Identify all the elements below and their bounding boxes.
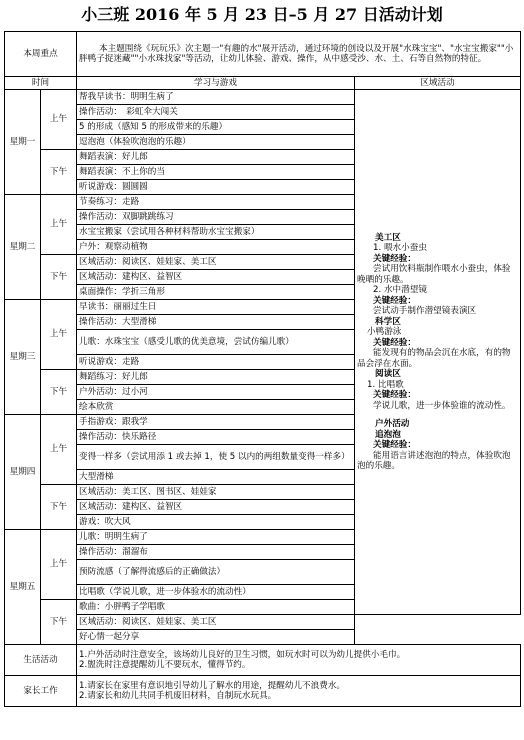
area-line: 科学区 xyxy=(375,316,401,327)
slot-label: 上午 xyxy=(41,300,77,370)
day-label: 星期二 xyxy=(5,195,41,300)
activity-item: 绘本欣赏 xyxy=(77,400,355,415)
schedule-row xyxy=(5,615,521,630)
parents-label: 家长工作 xyxy=(5,676,77,707)
activity-item: 大型滑梯 xyxy=(77,470,355,485)
area-line: 能发现有的物品会沉在水底，有的物品会浮在水面。 xyxy=(357,348,511,369)
area-line: 关键经验： xyxy=(373,253,416,264)
activity-item: 早读书：丽丽过生日 xyxy=(77,300,355,315)
activity-item: 5 的形成（感知 5 的形成带来的乐趣） xyxy=(77,120,355,135)
day-label: 星期四 xyxy=(5,415,41,530)
header-area: 区域活动 xyxy=(355,77,521,90)
area-line: 2. 水中潜望镜 xyxy=(373,285,427,295)
activity-item: 比唱歌（学说儿歌，进一步体验水的流动性） xyxy=(77,585,355,600)
activity-item: 区域活动：建构区、益智区 xyxy=(77,500,355,515)
activity-item: 好心情一起分享 xyxy=(77,630,355,645)
activity-item: 舞蹈表演：不上你的当 xyxy=(77,165,355,180)
area-line: 关键经验： xyxy=(373,337,416,348)
area-line: 小鸭游泳 xyxy=(367,327,402,337)
activity-item: 变得一样多（尝试用添 1 或去掉 1，使 5 以内的两组数量变得一样多） xyxy=(77,445,355,470)
parents-line: 1.请家长在家里有意识地引导幼儿了解水的用途，提醒幼儿不浪费水。 xyxy=(79,680,346,691)
life-label: 生活活动 xyxy=(5,645,77,676)
page-title: 小三班 2016 年 5 月 23 日–5 月 27 日活动计划 xyxy=(81,5,443,24)
activity-item: 舞蹈表演：好儿郎 xyxy=(77,150,355,165)
area-line: 1. 喂水小蚕虫 xyxy=(373,243,427,253)
activity-item: 操作活动： 彩虹伞大闯关 xyxy=(77,105,355,120)
life-row xyxy=(5,645,521,676)
focus-row xyxy=(5,32,521,77)
activity-item: 区域活动：美工区、图书区、娃娃家 xyxy=(77,485,355,500)
area-line xyxy=(357,411,518,419)
activity-item: 预防流感（了解得流感后的正确做法） xyxy=(77,560,355,585)
slot-label: 上午 xyxy=(41,415,77,485)
activity-item: 听说游戏：走路 xyxy=(77,355,355,370)
area-activities xyxy=(355,90,521,615)
focus-label: 本周重点 xyxy=(5,32,77,77)
activity-item: 儿歌：明明生病了 xyxy=(77,530,355,545)
day-label: 星期五 xyxy=(5,530,41,645)
activity-item: 区域活动：阅读区、娃娃家、美工区 xyxy=(77,615,355,630)
activity-item: 水宝宝搬家（尝试用各种材料帮助水宝宝搬家） xyxy=(77,225,355,240)
area-line: 关键经验： xyxy=(373,440,416,450)
activity-item: 帮我早读书：明明生病了 xyxy=(77,90,355,105)
area-line: 尝试用饮料瓶制作喂水小蚕虫，体验晚晒的乐趣。 xyxy=(357,264,511,285)
activity-item: 游戏：吹大风 xyxy=(77,515,355,530)
schedule-row xyxy=(5,630,521,645)
area-line: 1. 比唱歌 xyxy=(367,379,404,390)
schedule-row xyxy=(5,90,521,105)
header-time: 时间 xyxy=(5,77,77,90)
slot-label: 下午 xyxy=(41,485,77,530)
area-line: 户外活动 xyxy=(375,419,410,429)
life-line: 2.盥洗时注意提醒幼儿不要玩水，懂得节约。 xyxy=(79,660,251,670)
activity-item: 节奏练习：走路 xyxy=(77,195,355,210)
header-learning: 学习与游戏 xyxy=(77,77,355,90)
slot-label: 下午 xyxy=(41,255,77,300)
slot-label: 上午 xyxy=(41,90,77,150)
activity-item: 手指游戏：跟我学 xyxy=(77,415,355,430)
area-line: 尝试动手制作潜望镜表演区 xyxy=(373,306,477,316)
activity-item: 听说游戏：圆圆圆 xyxy=(77,180,355,195)
area-line: 能用语言讲述泡泡的特点，体验吹泡泡的乐趣。 xyxy=(357,450,511,471)
activity-item: 操作活动：快乐路径 xyxy=(77,430,355,445)
plan-table xyxy=(4,31,521,707)
area-line: 学说儿歌，进一步体验谁的流动性。 xyxy=(373,400,511,411)
day-label: 星期三 xyxy=(5,300,41,415)
parents-text xyxy=(77,676,521,707)
day-label: 星期一 xyxy=(5,90,41,195)
area-line: 阅读区 xyxy=(375,369,401,379)
header-row xyxy=(5,77,521,90)
life-line: 1.户外活动时注意安全，该场幼儿良好的卫生习惯，如玩水时可以为幼儿提供小毛巾。 xyxy=(79,649,406,660)
activity-item: 儿歌：水珠宝宝（感受儿歌的优美意境，尝试仿编儿歌） xyxy=(77,330,355,355)
slot-label: 下午 xyxy=(41,600,77,645)
activity-item: 舞蹈练习：好儿郎 xyxy=(77,370,355,385)
slot-label: 上午 xyxy=(41,530,77,600)
activity-item: 区域活动：阅读区、娃娃家、美工区 xyxy=(77,255,355,270)
activity-item: 桌面操作：学折三角形 xyxy=(77,285,355,300)
slot-label: 上午 xyxy=(41,195,77,255)
area-line: 关键经验： xyxy=(373,390,416,400)
activity-item: 操作活动：溜溜布 xyxy=(77,545,355,560)
slot-label: 下午 xyxy=(41,150,77,195)
life-text xyxy=(77,645,521,676)
parents-row xyxy=(5,676,521,707)
area-line: 关键经验： xyxy=(373,295,416,306)
activity-item: 户外活动：过小河 xyxy=(77,385,355,400)
activity-item: 户外：观察动植物 xyxy=(77,240,355,255)
slot-label: 下午 xyxy=(41,370,77,415)
area-line: 追泡泡 xyxy=(375,429,401,440)
parents-line: 2.请家长和幼儿共同手机废旧材料，自制玩水玩具。 xyxy=(79,691,277,701)
focus-text: 本主题围绕《玩玩乐》次主题一"有趣的水"展开活动，通过环境的创设以及开展"水珠宝宝"、"水宝宝搬家""小胖鸭子捉迷藏""小水珠找家"等活动，让幼儿体验、游戏、操作，从中感受沙、水、土、石等自然物的特征。 xyxy=(77,32,521,77)
activity-item: 操作活动：双脚跳跳练习 xyxy=(77,210,355,225)
activity-item: 区域活动：建构区、益智区 xyxy=(77,270,355,285)
activity-item: 逗泡泡（体验吹泡泡的乐趣） xyxy=(77,135,355,150)
area-line: 美工区 xyxy=(375,232,401,243)
activity-item: 操作活动：大型滑梯 xyxy=(77,315,355,330)
activity-item: 歌曲：小胖鸭子学唱歌 xyxy=(77,600,355,615)
